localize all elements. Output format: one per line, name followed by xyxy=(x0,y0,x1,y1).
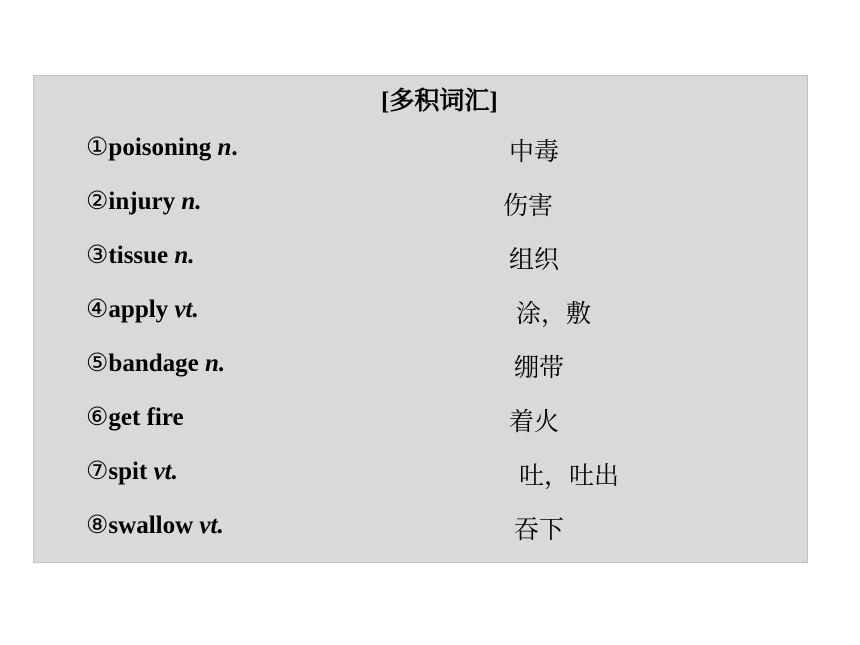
item-number: ⑥ xyxy=(86,404,109,431)
item-number: ② xyxy=(86,188,109,215)
item-number: ③ xyxy=(86,242,109,269)
vocab-term xyxy=(86,402,184,432)
part-of-speech: vt. xyxy=(199,512,224,539)
chinese-meaning: 吐，吐出 xyxy=(519,461,620,490)
english-word: get fire xyxy=(108,404,184,431)
english-word: poisoning xyxy=(108,134,218,161)
english-word: swallow xyxy=(108,512,200,539)
chinese-meaning: 伤害 xyxy=(503,191,554,220)
vocab-row xyxy=(34,402,807,442)
section-title: [多积词汇] xyxy=(381,88,498,115)
chinese-meaning: 吞下 xyxy=(514,515,565,544)
english-word: bandage xyxy=(108,350,205,377)
item-number: ⑦ xyxy=(86,458,109,485)
vocab-term xyxy=(86,348,225,378)
vocab-row xyxy=(34,240,807,280)
chinese-meaning: 着火 xyxy=(509,407,560,436)
item-number: ④ xyxy=(86,296,109,323)
vocab-term xyxy=(86,132,238,162)
english-word: tissue xyxy=(108,242,175,269)
vocabulary-panel xyxy=(33,75,808,563)
chinese-meaning: 组织 xyxy=(509,245,560,274)
vocab-term xyxy=(86,186,202,216)
english-word: apply xyxy=(108,296,175,323)
chinese-meaning: 绷带 xyxy=(514,353,565,382)
chinese-meaning: 涂，敷 xyxy=(516,299,592,328)
part-of-speech: vt. xyxy=(153,458,178,485)
part-of-speech: vt. xyxy=(174,296,199,323)
chinese-meaning: 中毒 xyxy=(509,137,560,166)
vocab-row xyxy=(34,132,807,172)
item-number: ⑤ xyxy=(86,350,109,377)
item-number: ① xyxy=(86,134,109,161)
vocab-term xyxy=(86,240,195,270)
part-of-speech: n. xyxy=(181,188,202,215)
vocab-term xyxy=(86,510,224,540)
vocab-term xyxy=(86,456,178,486)
english-word: injury xyxy=(108,188,182,215)
part-of-speech: n. xyxy=(204,350,226,377)
item-number: ⑧ xyxy=(86,512,109,539)
vocab-row xyxy=(34,456,807,496)
vocab-term xyxy=(86,294,199,324)
term-punctuation: . xyxy=(231,134,238,161)
vocab-row xyxy=(34,348,807,388)
english-word: spit xyxy=(108,458,154,485)
vocab-row xyxy=(34,294,807,334)
part-of-speech: n. xyxy=(174,242,195,269)
part-of-speech: n xyxy=(217,134,232,161)
vocab-row xyxy=(34,186,807,226)
vocab-row xyxy=(34,510,807,550)
